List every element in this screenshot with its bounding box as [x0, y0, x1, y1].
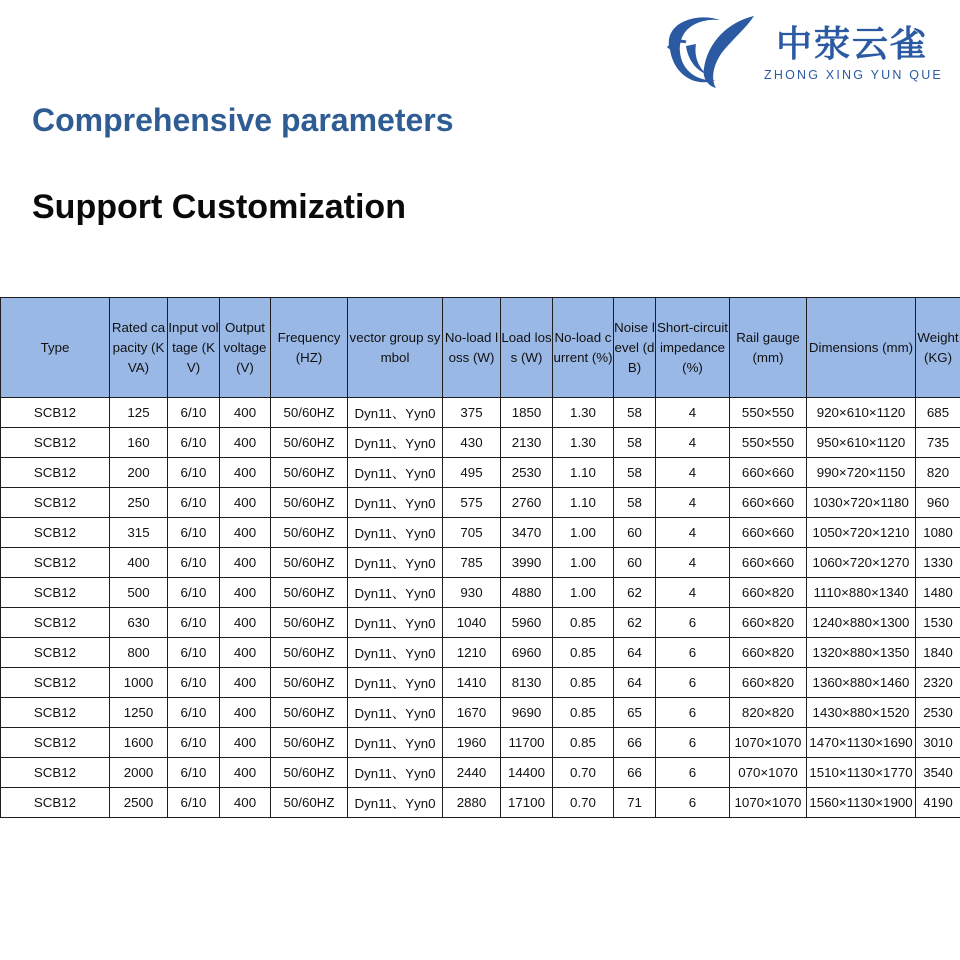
cell-rated-capacity: 1250	[110, 698, 168, 728]
cell-no-load-loss: 1040	[443, 608, 501, 638]
cell-rail-gauge: 1070×1070	[730, 728, 807, 758]
cell-no-load-current: 0.70	[553, 788, 614, 818]
cell-vector-group: Dyn11、Yyn0	[348, 458, 443, 488]
cell-weight: 1080	[916, 518, 960, 548]
cell-weight: 820	[916, 458, 960, 488]
cell-no-load-current: 1.30	[553, 428, 614, 458]
cell-no-load-loss: 785	[443, 548, 501, 578]
cell-type: SCB12	[1, 488, 110, 518]
cell-short-circuit-impedance: 6	[656, 758, 730, 788]
cell-noise-level: 62	[614, 578, 656, 608]
cell-input-voltage: 6/10	[168, 698, 220, 728]
cell-no-load-loss: 430	[443, 428, 501, 458]
cell-type: SCB12	[1, 428, 110, 458]
cell-input-voltage: 6/10	[168, 608, 220, 638]
cell-vector-group: Dyn11、Yyn0	[348, 668, 443, 698]
cell-input-voltage: 6/10	[168, 428, 220, 458]
cell-output-voltage: 400	[220, 398, 271, 428]
cell-rail-gauge: 1070×1070	[730, 788, 807, 818]
cell-vector-group: Dyn11、Yyn0	[348, 698, 443, 728]
cell-type: SCB12	[1, 608, 110, 638]
cell-noise-level: 64	[614, 668, 656, 698]
cell-no-load-current: 1.10	[553, 488, 614, 518]
cell-rail-gauge: 660×820	[730, 668, 807, 698]
cell-dimensions: 950×610×1120	[807, 428, 916, 458]
table-row	[1, 578, 960, 608]
cell-load-loss: 2760	[501, 488, 553, 518]
cell-frequency: 50/60HZ	[271, 518, 348, 548]
cell-rated-capacity: 2500	[110, 788, 168, 818]
cell-noise-level: 58	[614, 398, 656, 428]
cell-dimensions: 990×720×1150	[807, 458, 916, 488]
cell-output-voltage: 400	[220, 428, 271, 458]
cell-weight: 1530	[916, 608, 960, 638]
table-row	[1, 788, 960, 818]
cell-load-loss: 14400	[501, 758, 553, 788]
cell-type: SCB12	[1, 668, 110, 698]
cell-no-load-loss: 1960	[443, 728, 501, 758]
cell-rated-capacity: 160	[110, 428, 168, 458]
cell-rail-gauge: 660×820	[730, 578, 807, 608]
cell-weight: 3010	[916, 728, 960, 758]
company-logo	[658, 12, 948, 92]
cell-input-voltage: 6/10	[168, 758, 220, 788]
cell-type: SCB12	[1, 518, 110, 548]
header-weight: Weight (KG)	[916, 298, 960, 398]
header-no-load-current: No-load current (%)	[553, 298, 614, 398]
table-row	[1, 428, 960, 458]
cell-frequency: 50/60HZ	[271, 788, 348, 818]
cell-no-load-loss: 930	[443, 578, 501, 608]
page-heading: Comprehensive parameters	[32, 102, 454, 138]
table-row	[1, 488, 960, 518]
cell-output-voltage: 400	[220, 488, 271, 518]
cell-vector-group: Dyn11、Yyn0	[348, 518, 443, 548]
cell-load-loss: 17100	[501, 788, 553, 818]
cell-dimensions: 1360×880×1460	[807, 668, 916, 698]
cell-short-circuit-impedance: 4	[656, 548, 730, 578]
cell-load-loss: 3470	[501, 518, 553, 548]
cell-type: SCB12	[1, 638, 110, 668]
bird-logo-icon	[658, 12, 758, 92]
cell-vector-group: Dyn11、Yyn0	[348, 488, 443, 518]
cell-type: SCB12	[1, 758, 110, 788]
cell-load-loss: 11700	[501, 728, 553, 758]
cell-frequency: 50/60HZ	[271, 578, 348, 608]
cell-rated-capacity: 200	[110, 458, 168, 488]
header-dimensions: Dimensions (mm)	[807, 298, 916, 398]
cell-dimensions: 1430×880×1520	[807, 698, 916, 728]
header-input-voltage: Input voltage (KV)	[168, 298, 220, 398]
cell-weight: 1840	[916, 638, 960, 668]
cell-vector-group: Dyn11、Yyn0	[348, 548, 443, 578]
cell-vector-group: Dyn11、Yyn0	[348, 728, 443, 758]
cell-rated-capacity: 800	[110, 638, 168, 668]
cell-weight: 685	[916, 398, 960, 428]
cell-noise-level: 60	[614, 518, 656, 548]
cell-weight: 960	[916, 488, 960, 518]
table-row	[1, 728, 960, 758]
cell-short-circuit-impedance: 4	[656, 518, 730, 548]
cell-rated-capacity: 2000	[110, 758, 168, 788]
cell-short-circuit-impedance: 4	[656, 578, 730, 608]
cell-output-voltage: 400	[220, 638, 271, 668]
cell-rail-gauge: 660×660	[730, 488, 807, 518]
cell-dimensions: 1050×720×1210	[807, 518, 916, 548]
cell-load-loss: 1850	[501, 398, 553, 428]
cell-input-voltage: 6/10	[168, 638, 220, 668]
cell-weight: 2320	[916, 668, 960, 698]
cell-no-load-current: 1.00	[553, 518, 614, 548]
cell-no-load-current: 0.85	[553, 638, 614, 668]
header-rated-capacity: Rated capacity (KVA)	[110, 298, 168, 398]
cell-output-voltage: 400	[220, 518, 271, 548]
cell-no-load-current: 0.85	[553, 668, 614, 698]
cell-input-voltage: 6/10	[168, 788, 220, 818]
cell-dimensions: 1030×720×1180	[807, 488, 916, 518]
cell-frequency: 50/60HZ	[271, 488, 348, 518]
cell-noise-level: 66	[614, 758, 656, 788]
cell-weight: 3540	[916, 758, 960, 788]
cell-rail-gauge: 820×820	[730, 698, 807, 728]
table-row	[1, 638, 960, 668]
cell-short-circuit-impedance: 6	[656, 698, 730, 728]
parameters-table	[0, 297, 960, 818]
cell-no-load-loss: 375	[443, 398, 501, 428]
header-noise-level: Noise level (dB)	[614, 298, 656, 398]
cell-rail-gauge: 660×820	[730, 638, 807, 668]
cell-short-circuit-impedance: 4	[656, 428, 730, 458]
cell-no-load-current: 0.85	[553, 698, 614, 728]
cell-no-load-current: 0.85	[553, 608, 614, 638]
cell-frequency: 50/60HZ	[271, 548, 348, 578]
table-header-row	[1, 298, 960, 398]
cell-output-voltage: 400	[220, 608, 271, 638]
cell-frequency: 50/60HZ	[271, 758, 348, 788]
cell-no-load-current: 1.10	[553, 458, 614, 488]
cell-output-voltage: 400	[220, 728, 271, 758]
cell-rated-capacity: 630	[110, 608, 168, 638]
cell-frequency: 50/60HZ	[271, 398, 348, 428]
cell-short-circuit-impedance: 4	[656, 458, 730, 488]
header-rail-gauge: Rail gauge (mm)	[730, 298, 807, 398]
cell-rail-gauge: 550×550	[730, 428, 807, 458]
cell-input-voltage: 6/10	[168, 578, 220, 608]
cell-output-voltage: 400	[220, 578, 271, 608]
cell-load-loss: 9690	[501, 698, 553, 728]
cell-noise-level: 62	[614, 608, 656, 638]
cell-rail-gauge: 660×660	[730, 458, 807, 488]
cell-short-circuit-impedance: 6	[656, 668, 730, 698]
cell-frequency: 50/60HZ	[271, 698, 348, 728]
cell-type: SCB12	[1, 458, 110, 488]
cell-vector-group: Dyn11、Yyn0	[348, 428, 443, 458]
cell-vector-group: Dyn11、Yyn0	[348, 608, 443, 638]
cell-output-voltage: 400	[220, 788, 271, 818]
cell-rated-capacity: 400	[110, 548, 168, 578]
table-row	[1, 518, 960, 548]
cell-no-load-loss: 495	[443, 458, 501, 488]
cell-type: SCB12	[1, 578, 110, 608]
cell-noise-level: 71	[614, 788, 656, 818]
cell-load-loss: 3990	[501, 548, 553, 578]
cell-input-voltage: 6/10	[168, 458, 220, 488]
cell-rated-capacity: 500	[110, 578, 168, 608]
cell-load-loss: 8130	[501, 668, 553, 698]
cell-vector-group: Dyn11、Yyn0	[348, 788, 443, 818]
cell-type: SCB12	[1, 788, 110, 818]
cell-output-voltage: 400	[220, 698, 271, 728]
cell-weight: 735	[916, 428, 960, 458]
cell-rated-capacity: 1000	[110, 668, 168, 698]
cell-frequency: 50/60HZ	[271, 458, 348, 488]
header-no-load-loss: No-load loss (W)	[443, 298, 501, 398]
header-frequency: Frequency (HZ)	[271, 298, 348, 398]
cell-weight: 1480	[916, 578, 960, 608]
cell-dimensions: 1560×1130×1900	[807, 788, 916, 818]
cell-short-circuit-impedance: 6	[656, 638, 730, 668]
cell-load-loss: 2530	[501, 458, 553, 488]
cell-no-load-loss: 1410	[443, 668, 501, 698]
page-subheading: Support Customization	[32, 188, 406, 226]
table-row	[1, 458, 960, 488]
cell-rated-capacity: 250	[110, 488, 168, 518]
header-load-loss: Load loss (W)	[501, 298, 553, 398]
logo-english-name: ZHONG XING YUN QUE	[764, 68, 943, 82]
cell-vector-group: Dyn11、Yyn0	[348, 638, 443, 668]
table-row	[1, 398, 960, 428]
cell-no-load-loss: 1210	[443, 638, 501, 668]
cell-frequency: 50/60HZ	[271, 668, 348, 698]
cell-load-loss: 6960	[501, 638, 553, 668]
cell-load-loss: 4880	[501, 578, 553, 608]
cell-weight: 2530	[916, 698, 960, 728]
cell-output-voltage: 400	[220, 668, 271, 698]
cell-short-circuit-impedance: 6	[656, 608, 730, 638]
cell-rail-gauge: 660×820	[730, 608, 807, 638]
cell-rail-gauge: 550×550	[730, 398, 807, 428]
cell-type: SCB12	[1, 728, 110, 758]
cell-noise-level: 66	[614, 728, 656, 758]
header-vector-group: vector group symbol	[348, 298, 443, 398]
cell-no-load-loss: 705	[443, 518, 501, 548]
cell-rail-gauge: 660×660	[730, 518, 807, 548]
cell-noise-level: 58	[614, 428, 656, 458]
cell-input-voltage: 6/10	[168, 668, 220, 698]
cell-vector-group: Dyn11、Yyn0	[348, 398, 443, 428]
cell-noise-level: 60	[614, 548, 656, 578]
cell-vector-group: Dyn11、Yyn0	[348, 758, 443, 788]
cell-input-voltage: 6/10	[168, 728, 220, 758]
cell-type: SCB12	[1, 398, 110, 428]
logo-chinese-name: 中荥云雀	[776, 24, 929, 65]
cell-vector-group: Dyn11、Yyn0	[348, 578, 443, 608]
cell-dimensions: 1510×1130×1770	[807, 758, 916, 788]
table-row	[1, 668, 960, 698]
cell-no-load-current: 0.70	[553, 758, 614, 788]
cell-type: SCB12	[1, 698, 110, 728]
cell-noise-level: 65	[614, 698, 656, 728]
cell-weight: 4190	[916, 788, 960, 818]
cell-short-circuit-impedance: 6	[656, 788, 730, 818]
cell-rail-gauge: 660×660	[730, 548, 807, 578]
cell-output-voltage: 400	[220, 458, 271, 488]
table-row	[1, 698, 960, 728]
cell-output-voltage: 400	[220, 758, 271, 788]
cell-noise-level: 64	[614, 638, 656, 668]
cell-no-load-current: 1.00	[553, 548, 614, 578]
cell-rated-capacity: 125	[110, 398, 168, 428]
cell-no-load-loss: 1670	[443, 698, 501, 728]
table-body	[1, 398, 960, 818]
cell-no-load-current: 1.30	[553, 398, 614, 428]
cell-rated-capacity: 1600	[110, 728, 168, 758]
cell-type: SCB12	[1, 548, 110, 578]
cell-dimensions: 1320×880×1350	[807, 638, 916, 668]
table-row	[1, 608, 960, 638]
header-output-voltage: Output voltage (V)	[220, 298, 271, 398]
cell-no-load-current: 1.00	[553, 578, 614, 608]
cell-weight: 1330	[916, 548, 960, 578]
cell-frequency: 50/60HZ	[271, 428, 348, 458]
cell-no-load-loss: 2880	[443, 788, 501, 818]
cell-no-load-loss: 2440	[443, 758, 501, 788]
cell-no-load-loss: 575	[443, 488, 501, 518]
cell-input-voltage: 6/10	[168, 488, 220, 518]
cell-frequency: 50/60HZ	[271, 728, 348, 758]
cell-load-loss: 2130	[501, 428, 553, 458]
table-row	[1, 548, 960, 578]
header-short-circuit-impedance: Short-circuit impedance (%)	[656, 298, 730, 398]
cell-input-voltage: 6/10	[168, 398, 220, 428]
cell-dimensions: 1110×880×1340	[807, 578, 916, 608]
cell-load-loss: 5960	[501, 608, 553, 638]
cell-short-circuit-impedance: 4	[656, 398, 730, 428]
cell-noise-level: 58	[614, 458, 656, 488]
cell-dimensions: 1470×1130×1690	[807, 728, 916, 758]
cell-dimensions: 1060×720×1270	[807, 548, 916, 578]
cell-input-voltage: 6/10	[168, 518, 220, 548]
cell-noise-level: 58	[614, 488, 656, 518]
cell-rail-gauge: 070×1070	[730, 758, 807, 788]
cell-dimensions: 1240×880×1300	[807, 608, 916, 638]
cell-dimensions: 920×610×1120	[807, 398, 916, 428]
cell-short-circuit-impedance: 4	[656, 488, 730, 518]
cell-frequency: 50/60HZ	[271, 638, 348, 668]
cell-rated-capacity: 315	[110, 518, 168, 548]
cell-output-voltage: 400	[220, 548, 271, 578]
cell-short-circuit-impedance: 6	[656, 728, 730, 758]
table-row	[1, 758, 960, 788]
cell-no-load-current: 0.85	[553, 728, 614, 758]
header-type: Type	[1, 298, 110, 398]
cell-frequency: 50/60HZ	[271, 608, 348, 638]
cell-input-voltage: 6/10	[168, 548, 220, 578]
